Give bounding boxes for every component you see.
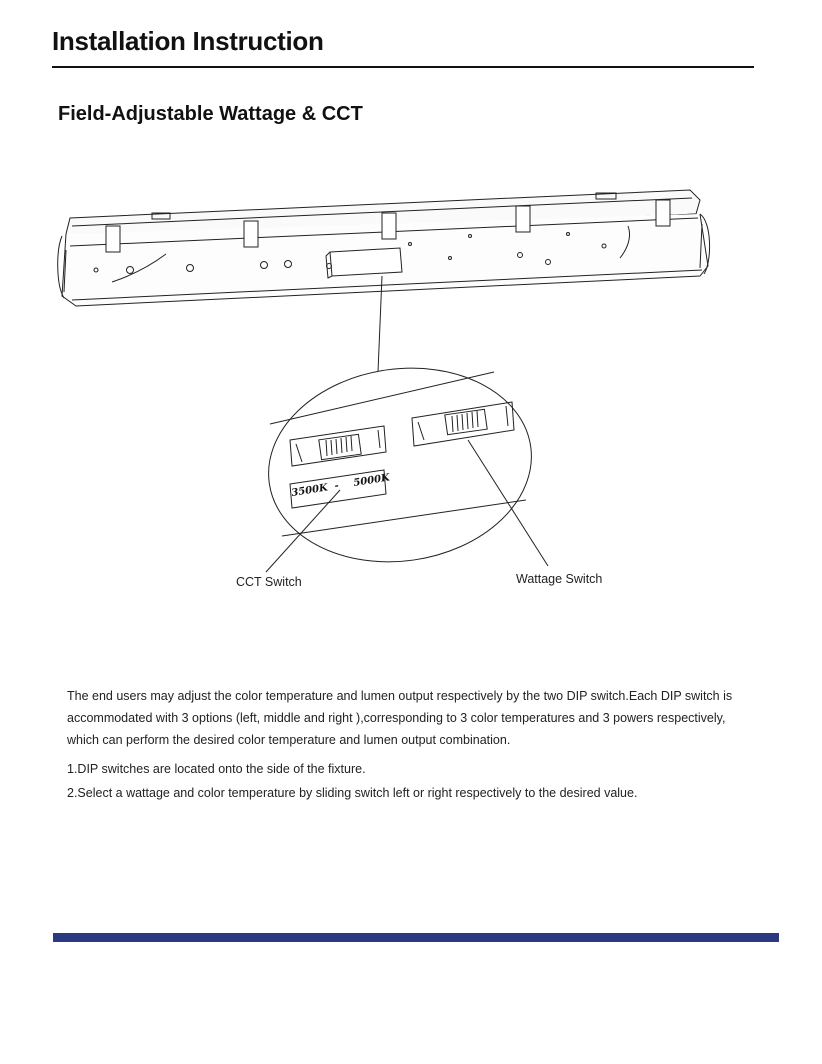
footer-bar — [53, 933, 779, 942]
cct-high-label: 5000K — [352, 472, 391, 489]
fixture-body — [58, 190, 710, 306]
page-title: Installation Instruction — [52, 26, 324, 56]
dip-switch-zoom — [256, 352, 548, 579]
intro-paragraph: The end users may adjust the color temperature and lumen output respectively by the two DIP switch.Each DIP switch is accommodated with 3 options (left, middle and right ),corresponding to 3 color temperatures and 3 powers respectively, which can perform the desired color temperature and lumen output combination. — [67, 689, 733, 747]
cct-low-label: 3500K — [290, 482, 329, 499]
wattage-switch-label: Wattage Switch — [516, 572, 603, 586]
cct-switch-label: CCT Switch — [236, 575, 302, 589]
instruction-step-2: 2.Select a wattage and color temperature by sliding switch left or right respectively to the desired value. — [67, 786, 638, 800]
section-title: Field-Adjustable Wattage & CCT — [58, 103, 363, 125]
instruction-step-1: 1.DIP switches are located onto the side of the fixture. — [67, 762, 366, 776]
cct-separator: - — [333, 480, 340, 492]
